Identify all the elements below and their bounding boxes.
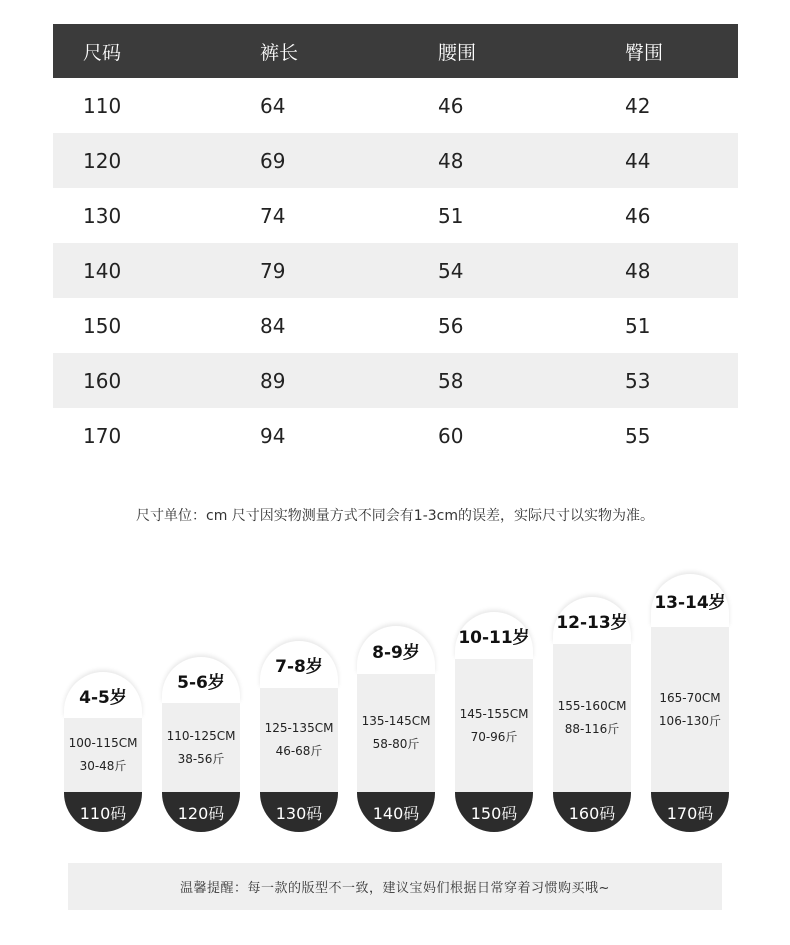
cell-waist: 51 [438, 203, 464, 228]
age-label: 13-14岁 [651, 574, 729, 627]
cell-hip: 51 [625, 313, 651, 338]
reminder-banner [68, 863, 722, 910]
weight-range: 46-68斤 [275, 744, 323, 758]
size-label: 150码 [455, 792, 533, 832]
cell-hip: 46 [625, 203, 651, 228]
cell-size: 160 [83, 368, 122, 393]
body-info [455, 659, 533, 792]
height-range: 165-70CM [659, 690, 721, 705]
size-label: 160码 [553, 792, 631, 832]
cell-waist: 46 [438, 93, 464, 118]
header-length: 裤长 [260, 41, 299, 64]
cell-length: 69 [260, 148, 286, 173]
size-label: 130码 [260, 792, 338, 832]
body-info [162, 703, 240, 792]
size-label: 110码 [64, 792, 142, 832]
age-label: 4-5岁 [64, 672, 142, 718]
cell-length: 64 [260, 93, 286, 118]
body-info [357, 674, 435, 792]
header-hip: 臀围 [625, 41, 664, 64]
body-info [260, 688, 338, 792]
weight-range: 58-80斤 [372, 737, 420, 751]
cell-size: 170 [83, 423, 122, 448]
height-range: 135-145CM [361, 714, 431, 728]
cell-size: 140 [83, 258, 122, 283]
cell-size: 130 [83, 203, 122, 228]
body-info [651, 627, 729, 792]
cell-hip: 48 [625, 258, 651, 283]
cell-hip: 55 [625, 423, 651, 448]
height-range: 125-135CM [264, 721, 334, 735]
age-label: 5-6岁 [162, 657, 240, 703]
size-label: 170码 [651, 792, 729, 832]
height-range: 100-115CM [68, 736, 138, 750]
cell-size: 120 [83, 148, 122, 173]
cell-length: 89 [260, 368, 286, 393]
weight-range: 88-116斤 [564, 722, 620, 736]
cell-length: 79 [260, 258, 286, 283]
header-waist: 腰围 [438, 41, 477, 64]
body-info [553, 644, 631, 792]
cell-size: 110 [83, 93, 122, 118]
cell-length: 84 [260, 313, 286, 338]
size-label: 120码 [162, 792, 240, 832]
cell-hip: 42 [625, 93, 651, 118]
cell-length: 94 [260, 423, 286, 448]
cell-length: 74 [260, 203, 286, 228]
cell-size: 150 [83, 313, 122, 338]
header-size: 尺码 [83, 41, 122, 64]
cell-waist: 56 [438, 313, 464, 338]
age-label: 7-8岁 [260, 641, 338, 688]
weight-range: 106-130斤 [658, 713, 722, 728]
cell-waist: 54 [438, 258, 464, 283]
weight-range: 70-96斤 [470, 729, 518, 744]
cell-hip: 53 [625, 368, 651, 393]
cell-waist: 58 [438, 368, 464, 393]
cell-waist: 48 [438, 148, 464, 173]
height-range: 110-125CM [166, 728, 236, 743]
measurement-note: 尺寸单位：cm 尺寸因实物测量方式不同会有1-3cm的误差，实际尺寸以实物为准。 [136, 508, 654, 524]
age-label: 10-11岁 [455, 612, 533, 659]
weight-range: 30-48斤 [79, 759, 127, 773]
size-label: 140码 [357, 792, 435, 832]
reminder-text: 温馨提醒：每一款的版型不一致，建议宝妈们根据日常穿着习惯购买哦~ [180, 881, 610, 896]
age-label: 8-9岁 [357, 626, 435, 674]
height-range: 145-155CM [459, 706, 529, 721]
age-label: 12-13岁 [553, 597, 631, 644]
cell-waist: 60 [438, 423, 464, 448]
weight-range: 38-56斤 [177, 751, 225, 766]
height-range: 155-160CM [557, 699, 627, 713]
body-info [64, 718, 142, 792]
cell-hip: 44 [625, 148, 651, 173]
